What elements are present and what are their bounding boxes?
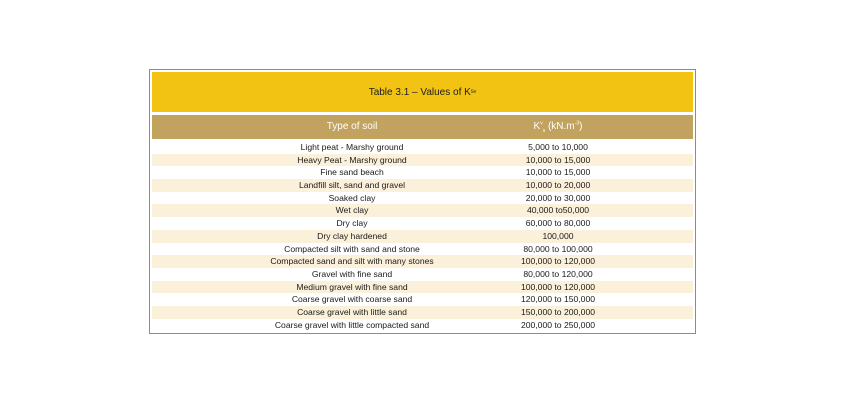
soil-type-cell: Gravel with fine sand: [311, 268, 393, 279]
table-row: [152, 319, 693, 332]
soil-type-cell: Heavy Peat - Marshy ground: [297, 154, 407, 165]
modulus-value-cell: 60,000 to 80,000: [525, 218, 591, 229]
soil-type-cell: Wet clay: [335, 205, 369, 216]
table-row: [152, 204, 693, 217]
table-row: [152, 166, 693, 179]
table-row: [152, 154, 693, 167]
soil-type-cell: Coarse gravel with little sand: [297, 306, 407, 317]
modulus-value-cell: 100,000 to 120,000: [520, 281, 596, 292]
table-row: [152, 306, 693, 319]
table-row: [152, 243, 693, 256]
modulus-value-cell: 5,000 to 10,000: [528, 142, 588, 152]
soil-type-cell: Coarse gravel with coarse sand: [291, 294, 413, 305]
header-value-unit-close: ): [579, 121, 583, 132]
soil-type-cell: Dry clay hardened: [317, 230, 387, 241]
table-title-subscript: s: [470, 89, 474, 95]
table-row: [152, 268, 693, 281]
modulus-value-cell: 20,000 to 30,000: [525, 192, 591, 203]
table-row: [152, 179, 693, 192]
header-value-unit: (kN.m: [545, 121, 575, 132]
soil-type-cell: Medium gravel with fine sand: [296, 281, 408, 292]
soil-type-cell: Dry clay: [336, 218, 368, 229]
modulus-value-cell: 200,000 to 250,000: [520, 319, 596, 330]
soil-type-cell: Soaked clay: [328, 192, 376, 203]
header-value: [460, 115, 656, 139]
soil-type-cell: Fine sand beach: [320, 167, 384, 178]
table-title: Table 3.1 – Values of K s v: [152, 72, 693, 112]
soil-type-cell: Landfill silt, sand and gravel: [298, 180, 406, 191]
modulus-value-cell: 80,000 to 120,000: [523, 268, 593, 279]
modulus-value-cell: 120,000 to 150,000: [520, 294, 596, 305]
modulus-value-cell: 10,000 to 20,000: [525, 180, 591, 191]
header-value-unit-exponent: -3: [574, 120, 580, 127]
header-value-superscript: v: [540, 120, 543, 127]
table-row: [152, 192, 693, 205]
soil-type-cell: Light peat - Marshy ground: [300, 142, 404, 152]
table-body: [152, 141, 693, 331]
table-row: [152, 281, 693, 294]
table-title-text: Table 3.1 – Values of K: [368, 86, 471, 98]
modulus-value-cell: 150,000 to 200,000: [520, 306, 596, 317]
modulus-value-cell: 80,000 to 100,000: [523, 243, 593, 254]
soil-type-cell: Compacted sand and silt with many stones: [270, 256, 434, 267]
table-row: [152, 217, 693, 230]
table-row: [152, 255, 693, 268]
table-header: [152, 115, 693, 139]
modulus-value-cell: 10,000 to 15,000: [525, 167, 591, 178]
header-soil: Type of soil: [326, 121, 378, 132]
modulus-value-cell: 100,000: [542, 230, 574, 241]
header-value-symbol: K: [533, 121, 541, 132]
table-row: [152, 230, 693, 243]
table-row: [152, 293, 693, 306]
modulus-value-cell: 10,000 to 15,000: [525, 154, 591, 165]
header-value-subscript: s: [542, 128, 546, 134]
table-row: [152, 141, 693, 154]
modulus-value-cell: 100,000 to 120,000: [520, 256, 596, 267]
soil-type-cell: Coarse gravel with little compacted sand: [274, 319, 430, 330]
soil-type-cell: Compacted silt with sand and stone: [284, 243, 420, 254]
table-frame: [149, 69, 696, 334]
modulus-value-cell: 40,000 to50,000: [526, 205, 590, 216]
